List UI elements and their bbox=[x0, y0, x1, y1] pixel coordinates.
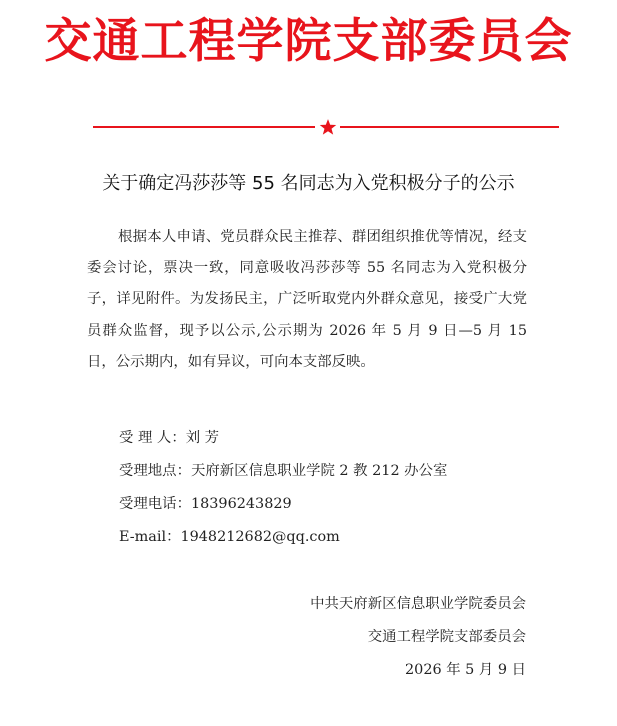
contact-email[interactable]: E-mail：1948212682@qq.com bbox=[119, 529, 340, 545]
signature-org: 中共天府新区信息职业学院委员会 bbox=[310, 596, 526, 612]
contact-address: 受理地点：天府新区信息职业学院 2 教 212 办公室 bbox=[119, 463, 448, 479]
star-icon bbox=[319, 118, 337, 136]
notice-body: 根据本人申请、党员群众民主推荐、群团组织推优等情况，经支委会讨论，票决一致，同意吸收冯莎莎等 55 名同志为入党积极分子，详见附件。为发扬民主，广泛听取党内外群众意见，接受广大党员群众监督，现予以公示,公示期为 2026 年 5 月 9 日—5 月 15 日，公示期内，如有异议，可向本支部反映。 bbox=[87, 229, 527, 370]
letterhead-rule-right bbox=[340, 126, 559, 128]
signature-branch: 交通工程学院支部委员会 bbox=[367, 629, 526, 645]
contact-phone: 受理电话：18396243829 bbox=[119, 496, 292, 512]
letterhead-title: 交通工程学院支部委员会 bbox=[44, 14, 573, 69]
contact-person: 受 理 人：刘 芳 bbox=[119, 430, 220, 446]
letterhead-rule-left bbox=[93, 126, 315, 128]
notice-title: 关于确定冯莎莎等 55 名同志为入党积极分子的公示 bbox=[102, 173, 515, 194]
signature-date: 2026 年 5 月 9 日 bbox=[405, 662, 526, 678]
